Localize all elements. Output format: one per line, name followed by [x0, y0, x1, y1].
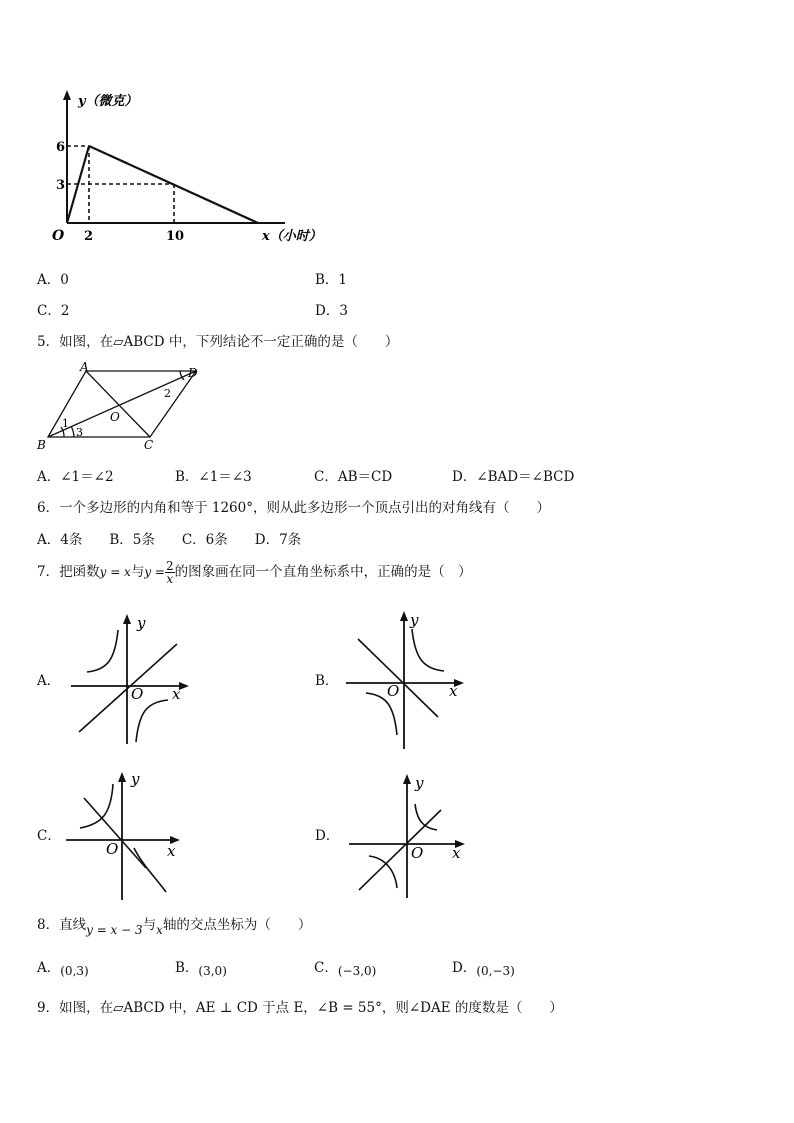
- q9-stem: 9．如图，在▱ABCD 中，AE ⊥ CD 于点 E，∠B = 55°，则∠DAE 的度数是（ ）: [37, 1000, 563, 1016]
- q7-fraction-den: x: [166, 572, 174, 586]
- vertex-c: C: [144, 438, 154, 452]
- q8-stem: [37, 917, 312, 937]
- center-o: O: [110, 410, 120, 424]
- q7-formula-2-lhs: y =: [144, 565, 165, 579]
- y-label: y: [410, 611, 419, 629]
- hyperbola-lower-left: [369, 856, 397, 888]
- diagonal-ac: [86, 371, 150, 437]
- q7-formula-1: y = x: [99, 565, 131, 579]
- hyperbola-upper-left: [87, 630, 118, 672]
- angle-arc-b2: [71, 426, 74, 437]
- diagonal-bd: [48, 371, 196, 437]
- q8-mid: 与: [142, 917, 157, 933]
- q7-option-c-graph[interactable]: [62, 768, 192, 903]
- q4-graph-lines: [67, 146, 258, 223]
- q7-option-d-label[interactable]: D．: [315, 828, 340, 844]
- o-label: O: [411, 844, 424, 862]
- o-label: O: [106, 840, 119, 858]
- q4-option-a[interactable]: A．0: [37, 272, 69, 288]
- x-label: x: [167, 842, 176, 860]
- y-label: y: [131, 770, 140, 788]
- y-axis-label: y（微克）: [78, 94, 138, 109]
- q5-option-c[interactable]: C．AB＝CD: [314, 469, 393, 485]
- q8-suffix: 轴的交点坐标为（ ）: [162, 917, 312, 933]
- q7-option-d-graph[interactable]: [345, 770, 475, 900]
- q8-option-a-value: (0,3): [60, 964, 89, 978]
- q8-option-d-value: (0,−3): [476, 964, 515, 978]
- q8-option-b-value: (3,0): [198, 964, 227, 978]
- y-label: y: [415, 774, 424, 792]
- vertex-b: B: [37, 438, 46, 452]
- line-y-neg-x: [358, 639, 438, 717]
- q6-stem: 6．一个多边形的内角和等于 1260°，则从此多边形一个顶点引出的对角线有（ ）: [37, 500, 550, 516]
- q7-option-c-label[interactable]: C．: [37, 828, 61, 844]
- x-label: x: [449, 682, 458, 700]
- x-tick-10: 10: [166, 229, 185, 244]
- q7-prefix: 7．把函数: [37, 564, 100, 580]
- q7-fraction: [165, 560, 175, 585]
- angle-3: 3: [76, 426, 83, 439]
- o-label: O: [387, 682, 400, 700]
- q5-stem: 5．如图，在▱ABCD 中，下列结论不一定正确的是（ ）: [37, 334, 399, 350]
- q5-parallelogram-figure: [34, 360, 209, 455]
- angle-arc-d: [180, 371, 184, 380]
- vertex-d: D: [188, 366, 198, 380]
- q7-stem: [37, 560, 472, 585]
- q6-options[interactable]: A．4条 B．5条 C．6条 D．7条: [37, 532, 302, 548]
- q8-option-a[interactable]: [37, 960, 89, 976]
- y-tick-6: 6: [56, 140, 66, 155]
- q7-mid: 与: [130, 564, 145, 580]
- q7-option-b-label[interactable]: B．: [315, 673, 339, 689]
- x-tick-2: 2: [84, 229, 94, 244]
- q8-prefix: 8．直线: [37, 917, 87, 933]
- q8-option-b[interactable]: [175, 960, 227, 976]
- vertex-a: A: [80, 360, 89, 374]
- q8-option-c-letter: C．: [314, 960, 338, 976]
- x-label: x: [452, 844, 461, 862]
- q7-option-a-graph[interactable]: [65, 608, 195, 748]
- angle-1: 1: [62, 417, 69, 430]
- q5-option-a[interactable]: A．∠1＝∠2: [37, 469, 114, 485]
- q5-option-b[interactable]: B．∠1＝∠3: [175, 469, 252, 485]
- q7-option-b-graph[interactable]: [342, 605, 472, 753]
- q8-var: x: [156, 923, 163, 937]
- q7-option-a-label[interactable]: A．: [37, 673, 61, 689]
- q4-option-c[interactable]: C．2: [37, 303, 70, 319]
- y-label: y: [137, 614, 146, 632]
- q8-option-b-letter: B．: [175, 960, 199, 976]
- origin-label: O: [52, 228, 65, 244]
- hyperbola-lower-right: [136, 700, 168, 742]
- q7-suffix: 的图象画在同一个直角坐标系中，正确的是（ ）: [174, 564, 472, 580]
- x-axis-label: x（小时）: [262, 229, 322, 244]
- q8-option-c-value: (−3,0): [337, 964, 377, 978]
- q8-option-c[interactable]: [314, 960, 376, 976]
- line-y-x: [359, 810, 441, 890]
- hyperbola-upper-left: [80, 784, 113, 828]
- q7-fraction-num: 2: [165, 559, 174, 573]
- q5-option-d[interactable]: D．∠BAD＝∠BCD: [452, 469, 575, 485]
- q4-option-b[interactable]: B．1: [315, 272, 348, 288]
- line-y-x: [79, 644, 177, 732]
- hyperbola-upper-right: [412, 629, 444, 671]
- q4-graph: [50, 88, 340, 248]
- q8-option-d-letter: D．: [452, 960, 477, 976]
- angle-2: 2: [164, 387, 171, 400]
- o-label: O: [131, 685, 144, 703]
- q8-option-a-letter: A．: [37, 960, 61, 976]
- q8-option-d[interactable]: [452, 960, 515, 976]
- q4-option-d[interactable]: D．3: [315, 303, 348, 319]
- q8-formula: y = x − 3: [86, 923, 143, 937]
- x-label: x: [172, 685, 181, 703]
- y-tick-3: 3: [56, 178, 66, 193]
- hyperbola-lower-right: [134, 848, 166, 892]
